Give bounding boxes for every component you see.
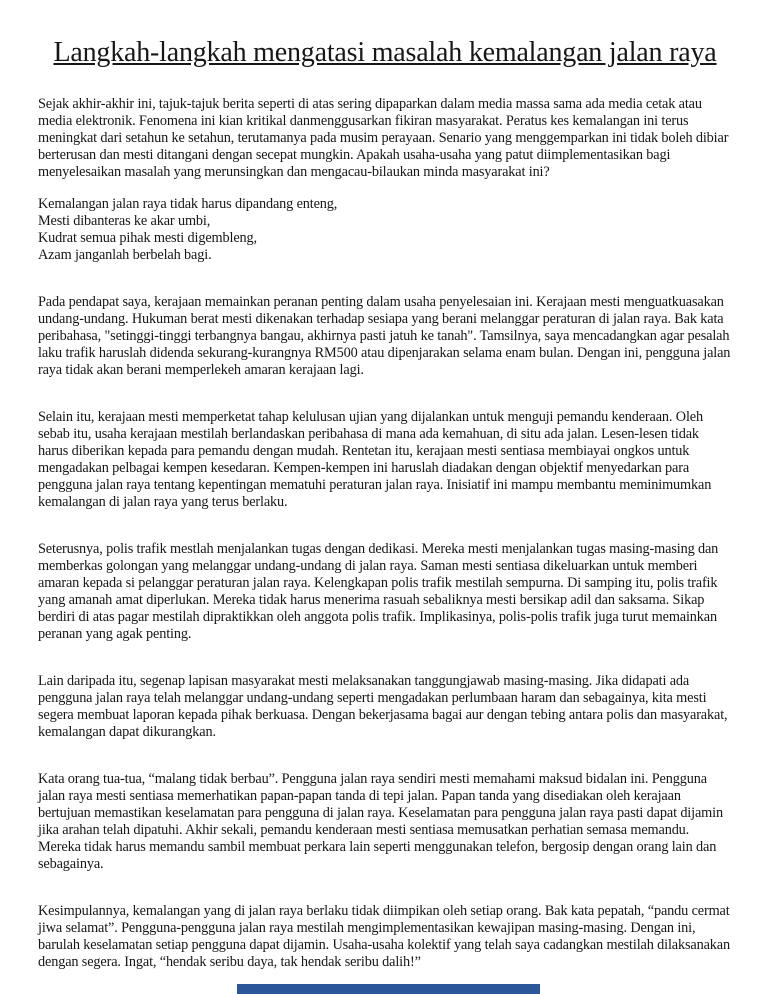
paragraph-government: Pada pendapat saya, kerajaan memainkan peranan penting dalam usaha penyelesaian ini. Kerajaan mesti menguatkuasakan undang-undang. Hukuman berat mesti dikenakan terhadap sesiapa yang berani melanggar peraturan di jalan raya. Bak kata peribahasa, "setinggi-tinggi terbangnya bangau, akhirnya pasti jatuh ke tanah". Tamsilnya, saya mencadangkan agar pesalah laku trafik haruslah didenda sekurang-kurangnya RM500 atau dipenjarakan selama enam bulan. Dengan ini, pengguna jalan raya tidak akan berani memperlekeh amaran kerajaan lagi. <box>38 294 731 378</box>
footer-progress-bar <box>237 984 540 994</box>
paragraph-conclusion: Kesimpulannya, kemalangan yang di jalan raya berlaku tidak diimpikan oleh setiap orang. Bak kata pepatah, “pandu cermat jiwa selamat”. Pengguna-pengguna jalan raya mestilah mengimplementasikan kewajipan masing-masing. Dengan ini, barulah keselamatan setiap pengguna dapat dijamin. Usaha-usaha kolektif yang telah saya cadangkan mestilah dilaksanakan dengan segera. Ingat, “hendak seribu daya, tak hendak seribu dalih!” <box>38 903 730 970</box>
poem-stanza <box>38 196 732 264</box>
paragraph-road-users: Kata orang tua-tua, “malang tidak berbau”. Pengguna jalan raya sendiri mesti memahami maksud bidalan ini. Pengguna jalan raya mesti sentiasa memerhatikan papan-papan tanda di tepi jalan. Papan tanda yang disediakan oleh kerajaan bertujuan memastikan keselamatan para pengguna di jalan raya. Keselamatan para pengguna jalan raya pasti dapat dijamin jika arahan telah dipatuhi. Akhir sekali, pemandu kenderaan mesti sentiasa memusatkan perhatian semasa memandu. Mereka tidak harus memandu sambil membuat perkara lain seperti menggunakan telefon, bergosip dengan orang lain dan sebagainya. <box>38 771 723 872</box>
poem-line-1: Kemalangan jalan raya tidak harus dipandang enteng, <box>38 196 338 212</box>
poem-line-4: Azam janganlah berbelah bagi. <box>38 247 212 263</box>
paragraph-licensing: Selain itu, kerajaan mesti memperketat tahap kelulusan ujian yang dijalankan untuk menguji pemandu kenderaan. Oleh sebab itu, usaha kerajaan mestilah berlandaskan peribahasa di mana ada kemahuan, di situ ada jalan. Lesen-lesen tidak harus diberikan kepada para pemandu dengan mudah. Rentetan itu, kerajaan mesti sentiasa membiayai ongkos untuk mengadakan pelbagai kempen kesedaran. Kempen-kempen ini haruslah diadakan dengan objektif menyedarkan para pengguna jalan raya tentang kepentingan mematuhi peraturan jalan raya. Inisiatif ini mampu membantu meminimumkan kemalangan di jalan raya yang terus berlaku. <box>38 409 712 510</box>
poem-line-2: Mesti dibanteras ke akar umbi, <box>38 213 211 229</box>
poem-line-3: Kudrat semua pihak mesti digembleng, <box>38 230 257 246</box>
paragraph-society: Lain daripada itu, segenap lapisan masyarakat mesti melaksanakan tanggungjawab masing-masing. Jika didapati ada pengguna jalan raya telah melanggar undang-undang seperti mengadakan perlumbaan haram dan sebagainya, kita mesti segera membuat laporan kepada pihak berkuasa. Dengan bekerjasama bagai aur dengan tebing antara polis dan masyarakat, kemalangan dapat dikurangkan. <box>38 673 728 740</box>
paragraph-intro: Sejak akhir-akhir ini, tajuk-tajuk berita seperti di atas sering dipaparkan dalam media massa sama ada media cetak atau media elektronik. Fenomena ini kian kritikal danmenggusarkan fikiran masyarakat. Peratus kes kemalangan ini terus meningkat dari setahun ke setahun, terutamanya pada musim perayaan. Senario yang menggemparkan ini tidak boleh dibiar berterusan dan mesti ditangani dengan secepat mungkin. Apakah usaha-usaha yang patut diimplementasikan bagi menyelesaikan masalah yang merunsingkan dan mengacau-bilaukan minda masyarakat ini? <box>38 96 729 180</box>
document-title: Langkah-langkah mengatasi masalah kemalangan jalan raya <box>53 37 717 68</box>
paragraph-traffic-police: Seterusnya, polis trafik mestlah menjalankan tugas dengan dedikasi. Mereka mesti menjalankan tugas masing-masing dan memberkas golongan yang melanggar undang-undang di jalan raya. Saman mesti sentiasa dikeluarkan untuk memberi amaran kepada si pelanggar peraturan jalan raya. Kelengkapan polis trafik mestilah sempurna. Di samping itu, polis trafik yang amanah amat diperlukan. Mereka tidak harus menerima rasuah sebaliknya mesti bersikap adil dan saksama. Sikap berdiri di atas pagar mestilah dipraktikkan oleh anggota polis trafik. Implikasinya, polis-polis trafik juga turut memainkan peranan yang agak penting. <box>38 541 719 642</box>
